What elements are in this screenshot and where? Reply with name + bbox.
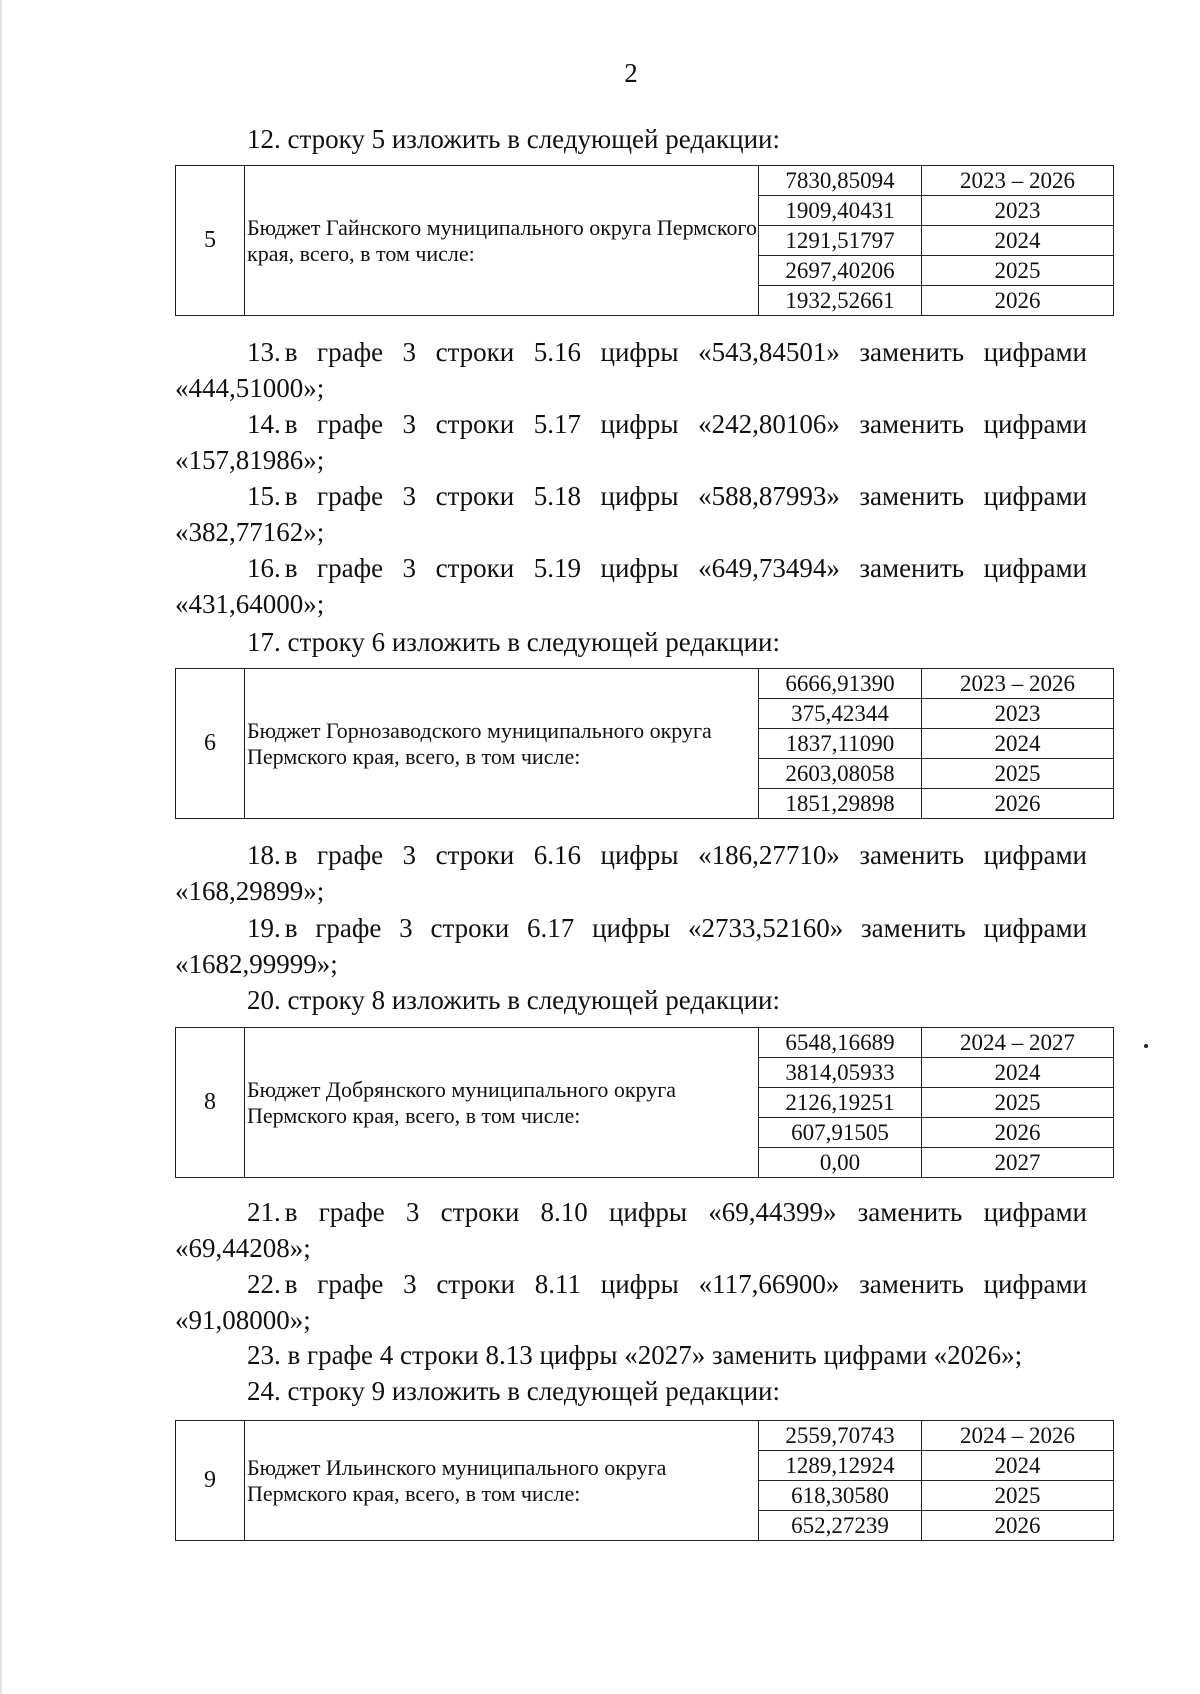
period-cell: 2023 [922, 196, 1114, 226]
item-18 [175, 837, 1087, 909]
amount-cell: 3814,05933 [759, 1058, 922, 1088]
amount-cell: 1289,12924 [759, 1451, 922, 1481]
item-22 [175, 1266, 1087, 1338]
budget-table-row-6 [175, 668, 1114, 819]
item-number: 21. [247, 1197, 281, 1227]
item-text: в графе 3 строки 6.17 цифры «2733,52160» заменить цифрами «1682,99999»; [175, 913, 1087, 979]
table-row-title: Бюджет Горнозаводского муниципального округа Пермского края, всего, в том числе: [245, 669, 759, 819]
amount-cell: 1909,40431 [759, 196, 922, 226]
item-text: в графе 3 строки 5.19 цифры «649,73494» заменить цифрами «431,64000»; [175, 553, 1087, 619]
item-number: 13. [247, 337, 281, 367]
item-number: 19. [247, 913, 281, 943]
amount-cell: 2603,08058 [759, 759, 922, 789]
period-cell: 2026 [922, 1118, 1114, 1148]
period-cell: 2026 [922, 1511, 1114, 1541]
table-row-number: 9 [176, 1421, 245, 1541]
item-19 [175, 910, 1087, 982]
period-cell: 2024 – 2026 [922, 1421, 1114, 1451]
table-row-number: 6 [176, 669, 245, 819]
item-text: в графе 3 строки 8.11 цифры «117,66900» заменить цифрами «91,08000»; [175, 1269, 1087, 1335]
period-cell: 2023 – 2026 [922, 166, 1114, 196]
item-text: в графе 3 строки 8.10 цифры «69,44399» заменить цифрами «69,44208»; [175, 1197, 1087, 1263]
period-cell: 2024 [922, 1058, 1114, 1088]
period-cell: 2024 [922, 226, 1114, 256]
amount-cell: 1851,29898 [759, 789, 922, 819]
item-text: в графе 3 строки 5.17 цифры «242,80106» заменить цифрами «157,81986»; [175, 409, 1087, 475]
item-13 [175, 334, 1087, 406]
item-17: 17. строку 6 изложить в следующей редакции: [247, 627, 781, 657]
period-cell: 2026 [922, 789, 1114, 819]
item-text: в графе 3 строки 5.18 цифры «588,87993» заменить цифрами «382,77162»; [175, 481, 1087, 547]
item-text: в графе 3 строки 6.16 цифры «186,27710» заменить цифрами «168,29899»; [175, 840, 1087, 906]
amount-cell: 1837,11090 [759, 729, 922, 759]
period-cell: 2023 [922, 699, 1114, 729]
table-row-number: 8 [176, 1028, 245, 1178]
amount-cell: 618,30580 [759, 1481, 922, 1511]
amount-cell: 2697,40206 [759, 256, 922, 286]
item-20: 20. строку 8 изложить в следующей редакции: [247, 985, 781, 1015]
period-cell: 2025 [922, 759, 1114, 789]
amount-cell: 1932,52661 [759, 286, 922, 316]
amount-cell: 7830,85094 [759, 166, 922, 196]
amount-cell: 607,91505 [759, 1118, 922, 1148]
period-cell: 2024 [922, 729, 1114, 759]
period-cell: 2027 [922, 1148, 1114, 1178]
period-cell: 2025 [922, 1481, 1114, 1511]
item-14 [175, 406, 1087, 478]
table-row-number: 5 [176, 166, 245, 316]
item-21 [175, 1194, 1087, 1266]
item-number: 15. [247, 481, 281, 511]
item-12: 12. строку 5 изложить в следующей редакции: [247, 124, 781, 154]
period-cell: 2025 [922, 1088, 1114, 1118]
item-number: 14. [247, 409, 281, 439]
item-16 [175, 550, 1087, 622]
scan-edge [0, 0, 2, 1694]
amount-cell: 6666,91390 [759, 669, 922, 699]
item-number: 18. [247, 840, 281, 870]
budget-table-row-8 [175, 1027, 1114, 1178]
amount-cell: 2559,70743 [759, 1421, 922, 1451]
table-row-title: Бюджет Гайнского муниципального округа Пермского края, всего, в том числе: [245, 166, 759, 316]
amount-cell: 2126,19251 [759, 1088, 922, 1118]
budget-table-row-5 [175, 165, 1114, 316]
amount-cell: 0,00 [759, 1148, 922, 1178]
item-number: 22. [247, 1269, 281, 1299]
item-number: 16. [247, 553, 281, 583]
period-cell: 2024 [922, 1451, 1114, 1481]
item-text: в графе 3 строки 5.16 цифры «543,84501» заменить цифрами «444,51000»; [175, 337, 1087, 403]
amount-cell: 375,42344 [759, 699, 922, 729]
item-24: 24. строку 9 изложить в следующей редакции: [247, 1376, 781, 1406]
table-row-title: Бюджет Добрянского муниципального округа Пермского края, всего, в том числе: [245, 1028, 759, 1178]
period-cell: 2023 – 2026 [922, 669, 1114, 699]
period-cell: 2024 – 2027 [922, 1028, 1114, 1058]
scan-speck [1144, 1044, 1148, 1048]
item-23: 23. в графе 4 строки 8.13 цифры «2027» заменить цифрами «2026»; [247, 1340, 1023, 1370]
amount-cell: 6548,16689 [759, 1028, 922, 1058]
amount-cell: 1291,51797 [759, 226, 922, 256]
period-cell: 2025 [922, 256, 1114, 286]
table-row-title: Бюджет Ильинского муниципального округа Пермского края, всего, в том числе: [245, 1421, 759, 1541]
period-cell: 2026 [922, 286, 1114, 316]
item-15 [175, 478, 1087, 550]
page-number: 2 [624, 58, 638, 88]
amount-cell: 652,27239 [759, 1511, 922, 1541]
budget-table-row-9 [175, 1420, 1114, 1541]
